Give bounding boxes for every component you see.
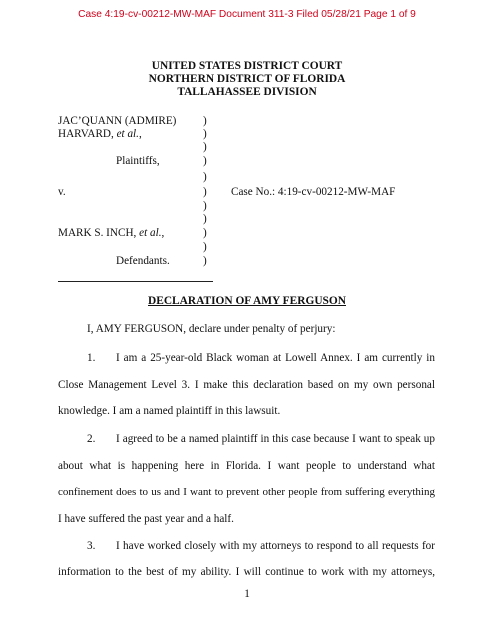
paragraph-1-line-1: I am a 25-year-old Black woman at Lowell Annex. I am currently in	[116, 352, 435, 364]
paragraph-2-line-2: about what is happening here in Florida. I want people to understand what	[58, 460, 435, 472]
paragraph-number: 3.	[87, 540, 96, 552]
court-name: UNITED STATES DISTRICT COURT	[151, 60, 343, 72]
paragraph-number: 1.	[87, 352, 96, 364]
case-number: Case No.: 4:19-cv-00212-MW-MAF	[231, 186, 396, 198]
caption-paren: )	[203, 141, 207, 153]
paragraph-1-line-2: Close Management Level 3. I make this declaration based on my own personal	[58, 379, 435, 391]
court-district: NORTHERN DISTRICT OF FLORIDA	[148, 73, 346, 85]
declaration-title: DECLARATION OF AMY FERGUSON	[148, 295, 346, 307]
caption-paren: )	[203, 213, 207, 225]
plaintiff-name-line2	[58, 128, 142, 140]
defendant-comma: ,	[161, 227, 165, 239]
page-number: 1	[244, 588, 250, 600]
defendant-et-al: et al.	[139, 227, 162, 239]
caption-paren: )	[203, 227, 207, 239]
caption-paren: )	[203, 155, 207, 167]
caption-paren: )	[203, 128, 207, 140]
plaintiff-surname: HARVARD,	[58, 128, 117, 140]
caption-paren: )	[203, 241, 207, 253]
plaintiff-et-al: et al.	[116, 128, 139, 140]
paragraph-1-line-3: knowledge. I am a named plaintiff in this lawsuit.	[58, 405, 281, 417]
caption-paren: )	[203, 115, 207, 127]
defendant-name: MARK S. INCH,	[58, 227, 140, 239]
paragraph-number: 2.	[87, 433, 96, 445]
declaration-intro: I, AMY FERGUSON, declare under penalty of perjury:	[87, 323, 336, 335]
caption-paren: )	[203, 186, 207, 198]
caption-paren: )	[203, 255, 207, 267]
court-division: TALLAHASSEE DIVISION	[177, 86, 317, 98]
caption-rule	[58, 281, 213, 282]
paragraph-3-line-2: information to the best of my ability. I will continue to work with my attorneys,	[58, 566, 435, 578]
plaintiff-comma: ,	[138, 128, 142, 140]
caption-paren: )	[203, 200, 207, 212]
paragraph-2-line-4: I have suffered the past year and a half.	[58, 513, 234, 525]
paragraph-3-line-1: I have worked closely with my attorneys to respond to all requests for	[116, 540, 435, 552]
plaintiff-name-line1: JAC’QUANN (ADMIRE)	[58, 115, 177, 127]
defendant-name-line	[58, 227, 164, 239]
caption-paren: )	[203, 171, 207, 183]
plaintiffs-label: Plaintiffs,	[116, 155, 160, 167]
versus-label: v.	[58, 186, 66, 198]
paragraph-2-line-3: confinement does to us and I want to prevent other people from suffering everything	[58, 486, 435, 498]
ecf-filing-header: Case 4:19-cv-00212-MW-MAF Document 311-3 Filed 05/28/21 Page 1 of 9	[78, 9, 416, 20]
defendants-label: Defendants.	[116, 255, 170, 267]
paragraph-2-line-1: I agreed to be a named plaintiff in this case because I want to speak up	[116, 433, 435, 445]
